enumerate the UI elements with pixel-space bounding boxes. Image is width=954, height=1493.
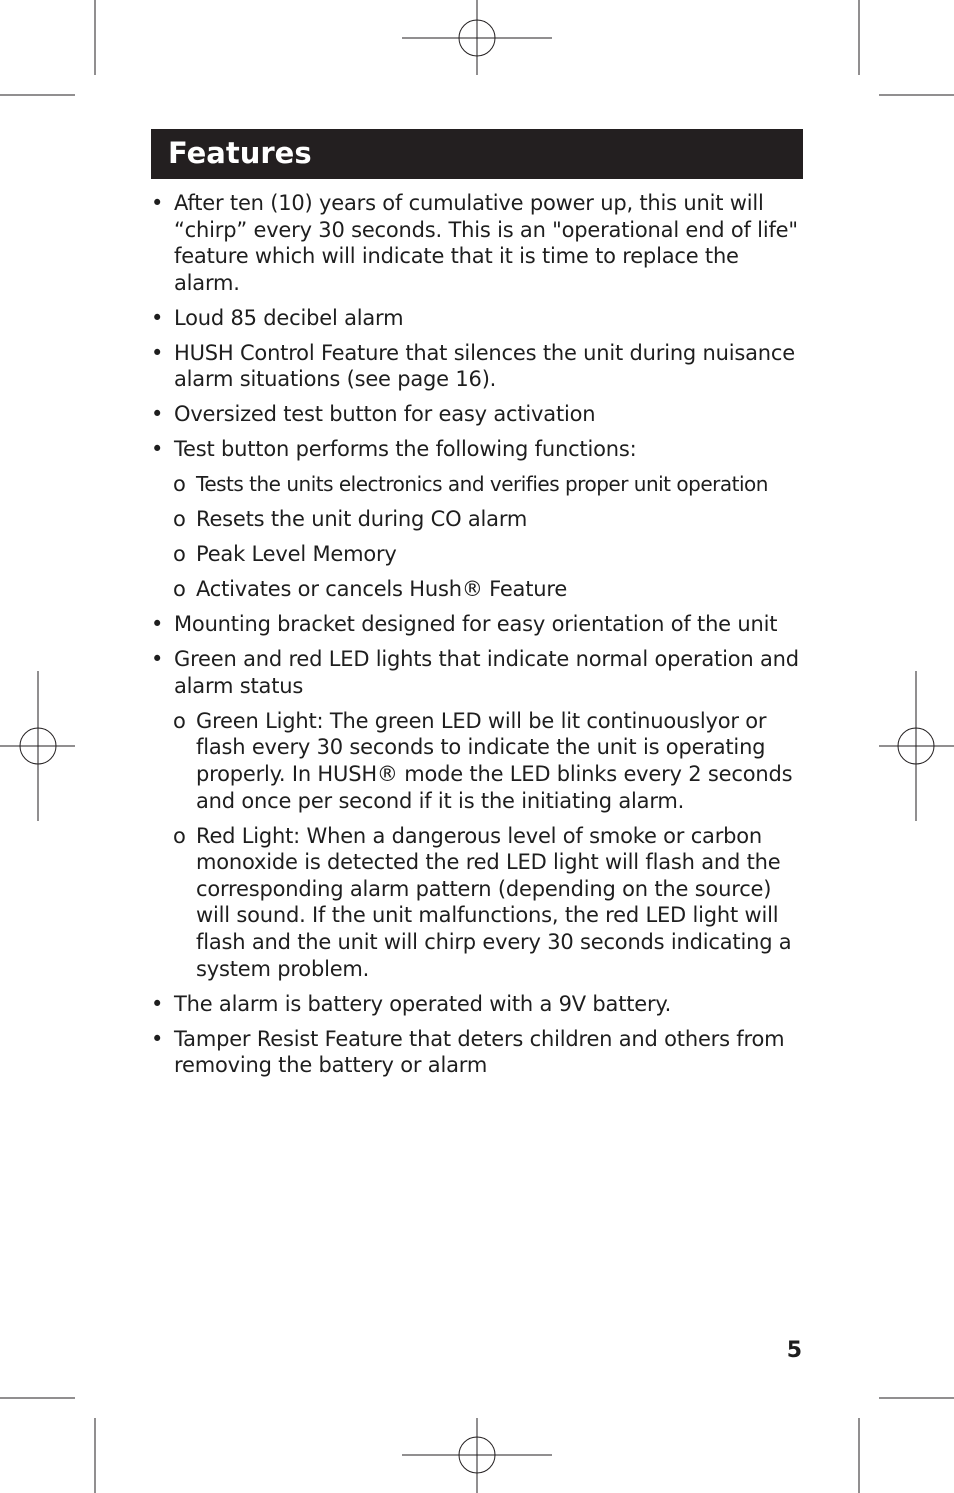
list-item-text: Loud 85 decibel alarm bbox=[174, 305, 404, 330]
bullet-marker: • bbox=[151, 991, 164, 1016]
list-item-text: The alarm is battery operated with a 9V battery. bbox=[174, 991, 672, 1016]
sub-bullet-marker: o bbox=[173, 472, 186, 497]
sub-list-item-text: Resets the unit during CO alarm bbox=[196, 507, 528, 532]
page-number: 5 bbox=[786, 1338, 802, 1363]
bullet-marker: • bbox=[151, 437, 164, 462]
bullet-marker: • bbox=[151, 647, 164, 672]
sub-list-item bbox=[151, 576, 803, 603]
bullet-marker: • bbox=[151, 612, 164, 637]
sub-list-item bbox=[151, 708, 803, 814]
list-item bbox=[151, 1026, 803, 1079]
sub-bullet-marker: o bbox=[173, 708, 186, 733]
sub-list-item-text: Activates or cancels Hush® Feature bbox=[196, 577, 568, 602]
list-item bbox=[151, 611, 803, 638]
list-item-text: After ten (10) years of cumulative power up, this unit will “chirp” every 30 seconds. This is an "operational end of life" feature which will indicate that it is time to replace the alarm. bbox=[174, 191, 798, 295]
list-item-text: Mounting bracket designed for easy orientation of the unit bbox=[174, 612, 778, 637]
sub-list-item-text: Red Light: When a dangerous level of smoke or carbon monoxide is detected the red LED light will flash and the corresponding alarm pattern (depending on the source) will sound. If the unit malfunctions, the red LED light will flash and the unit will chirp every 30 seconds indicating a system problem. bbox=[196, 823, 792, 981]
sub-list-item-text: Green Light: The green LED will be lit continuouslyor or flash every 30 seconds to indicate the unit is operating properly. In HUSH® mode the LED blinks every 2 seconds and once per second if it is the initiating alarm. bbox=[196, 708, 793, 813]
sub-list-item-text: Tests the units electronics and verifies proper unit operation bbox=[196, 472, 768, 497]
sub-bullet-marker: o bbox=[173, 577, 186, 602]
list-item-text: Oversized test button for easy activation bbox=[174, 402, 596, 427]
list-item bbox=[151, 646, 803, 699]
sub-bullet-marker: o bbox=[173, 507, 186, 532]
list-item-text: Tamper Resist Feature that deters children and others from removing the battery or alarm bbox=[174, 1026, 785, 1078]
sub-list-item bbox=[151, 541, 803, 568]
features-list bbox=[151, 190, 803, 1087]
list-item bbox=[151, 340, 803, 393]
list-item bbox=[151, 436, 803, 463]
list-item-text: Test button performs the following functions: bbox=[174, 437, 637, 462]
list-item bbox=[151, 401, 803, 428]
list-item-text: HUSH Control Feature that silences the unit during nuisance alarm situations (see page 16). bbox=[174, 340, 795, 392]
bullet-marker: • bbox=[151, 340, 164, 365]
sub-list-item bbox=[151, 823, 803, 983]
list-item-text: Green and red LED lights that indicate normal operation and alarm status bbox=[174, 647, 799, 698]
sub-list-item-text: Peak Level Memory bbox=[196, 542, 397, 567]
list-item bbox=[151, 305, 803, 332]
list-item bbox=[151, 190, 803, 296]
bullet-marker: • bbox=[151, 305, 164, 330]
section-title: Features bbox=[168, 136, 312, 170]
bullet-marker: • bbox=[151, 402, 164, 427]
sub-bullet-marker: o bbox=[173, 823, 186, 848]
section-header-bar bbox=[151, 129, 803, 179]
bullet-marker: • bbox=[151, 1026, 164, 1051]
sub-list-item bbox=[151, 471, 803, 498]
sub-list-item bbox=[151, 506, 803, 533]
list-item bbox=[151, 991, 803, 1018]
sub-bullet-marker: o bbox=[173, 542, 186, 567]
bullet-marker: • bbox=[151, 191, 164, 215]
